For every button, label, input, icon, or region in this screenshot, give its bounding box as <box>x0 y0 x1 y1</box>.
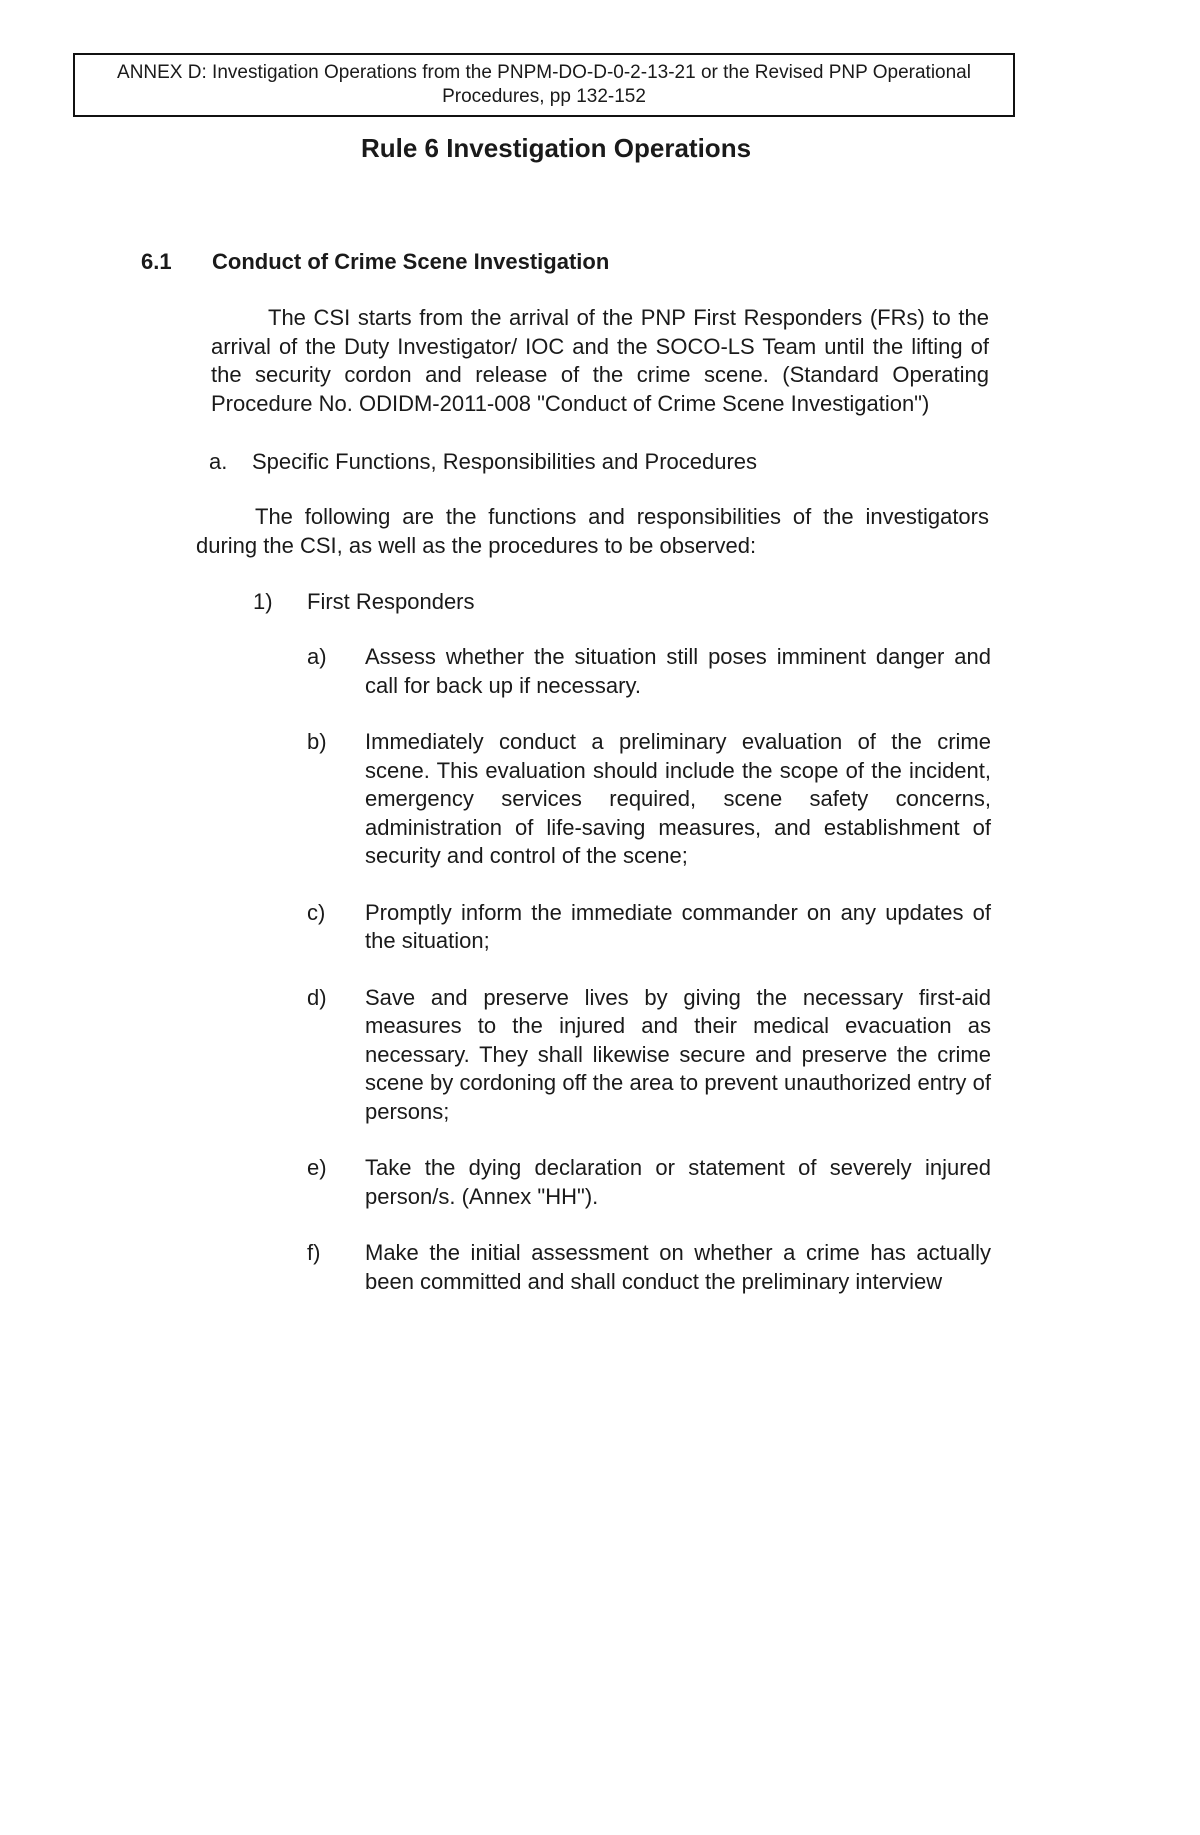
list-item-marker: b) <box>307 729 327 754</box>
subsection-marker: a. <box>209 449 228 474</box>
list-item-text: Promptly inform the immediate commander on any updates of the situation; <box>365 899 991 953</box>
list-item <box>307 1239 991 1296</box>
list-item <box>307 1154 991 1211</box>
list-item-marker: f) <box>307 1240 321 1265</box>
list-item <box>307 728 991 871</box>
subsection-heading <box>209 447 757 477</box>
annex-line-1: ANNEX D: Investigation Operations from the PNPM-DO-D-0-2-13-21 or the Revised PNP Operational <box>117 62 971 83</box>
section-heading-text: Conduct of Crime Scene Investigation <box>212 249 610 274</box>
list-item <box>307 643 991 700</box>
list-item-marker: a) <box>307 644 327 669</box>
list-item-marker: e) <box>307 1155 327 1180</box>
item-marker: 1) <box>253 589 273 614</box>
list-item-marker: c) <box>307 899 326 925</box>
subsection-heading-text: Specific Functions, Responsibilities and Procedures <box>252 449 758 474</box>
annex-line-2: Procedures, pp 132-152 <box>442 86 646 107</box>
item-heading <box>253 587 475 617</box>
list-item-text: Make the initial assessment on whether a crime has actually been committed and shall conduct the preliminary interview <box>365 1240 991 1294</box>
rule-title: Rule 6 Investigation Operations <box>360 133 752 163</box>
list-item <box>307 984 991 1127</box>
list-item-marker: d) <box>307 984 327 1010</box>
annex-header-box <box>73 53 1015 117</box>
list-item-text: Save and preserve lives by giving the necessary first-aid measures to the injured and their medical evacuation as necessary. They shall likewise secure and preserve the crime scene by cordoning off the area to prevent unauthorized entry of persons; <box>365 984 991 1124</box>
csi-intro-paragraph: The CSI starts from the arrival of the PNP First Responders (FRs) to the arrival of the Duty Investigator/ IOC and the SOCO-LS Team until the lifting of the security cordon and release of the crime scene. (Standard Operating Procedure No. ODIDM-2011-008 "Conduct of Crime Scene Investigation") <box>211 305 989 416</box>
subsection-intro-block <box>196 503 989 560</box>
list-item-text: Assess whether the situation still poses imminent danger and call for back up if necessary. <box>365 644 991 698</box>
section-number: 6.1 <box>141 249 172 274</box>
item-heading-text: First Responders <box>307 589 475 614</box>
list-item-text: Immediately conduct a preliminary evaluation of the crime scene. This evaluation should include the scope of the incident, emergency services required, scene safety concerns, administration of life-saving measures, and establishment of security and control of the scene; <box>365 729 991 868</box>
list-item-text: Take the dying declaration or statement of severely injured person/s. (Annex "HH"). <box>365 1155 991 1209</box>
section-heading <box>141 247 609 277</box>
subsection-intro-paragraph: The following are the functions and responsibilities of the investigators during the CSI, as well as the procedures to be observed: <box>196 504 989 558</box>
csi-intro-block <box>211 304 989 418</box>
first-responder-duties-list <box>307 643 991 1324</box>
list-item <box>307 899 991 956</box>
